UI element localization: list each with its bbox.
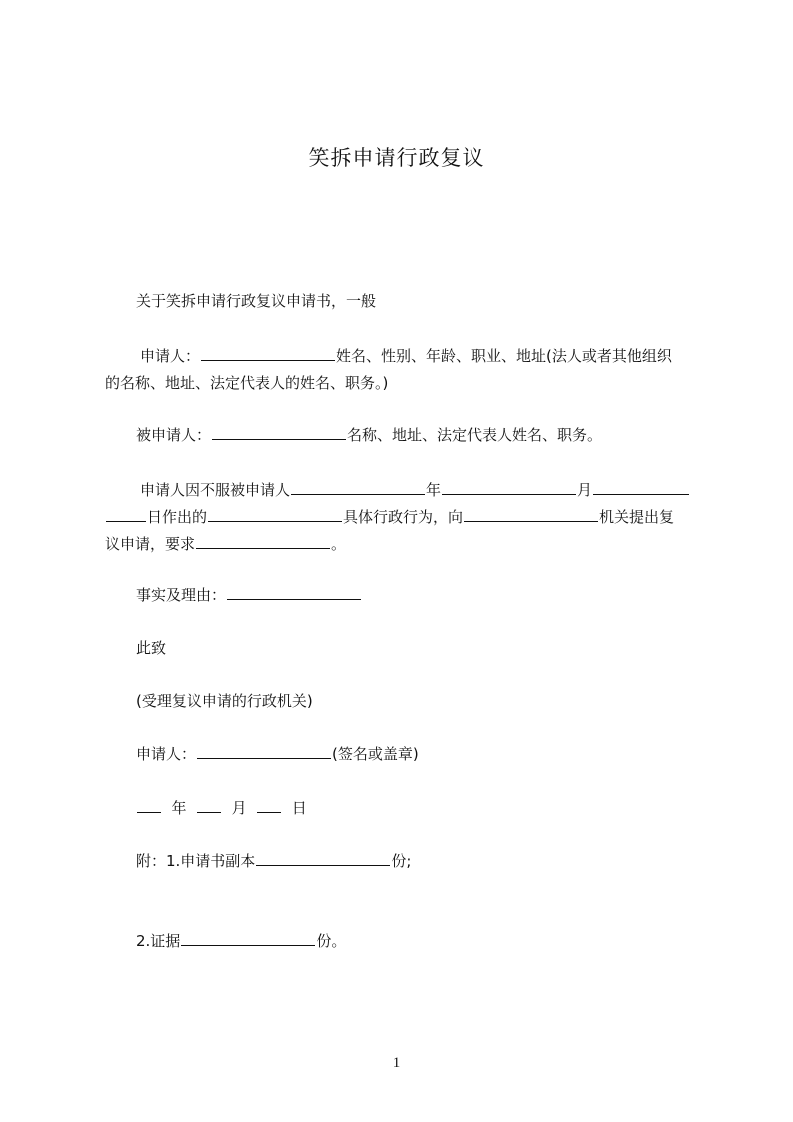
request-act-label: 具体行政行为，向 [343,508,464,526]
request-demand-blank [196,534,330,549]
date-year-label: 年 [171,799,187,817]
attachment-1-label: 附：1.申请书副本 [136,852,256,870]
request-respondent-blank [291,480,425,495]
attachment-2-unit: 份。 [316,932,347,950]
recipient: (受理复议申请的行政机关) [136,692,313,710]
request-line-3 [105,534,346,554]
applicant-blank [201,346,335,361]
date-year-blank [137,798,161,813]
request-demand-label: 议申请，要求 [105,535,196,553]
attachment-1 [136,851,411,871]
date-month-blank [197,798,221,813]
date-day-label: 日 [291,799,307,817]
request-year-label: 年 [426,481,442,499]
request-line-1 [140,480,690,500]
applicant-line-cont: 的名称、地址、法定代表人的姓名、职务。) [105,374,389,392]
intro-paragraph: 关于笑拆申请行政复议申请书，一般 [136,292,377,310]
page-number: 1 [392,1055,401,1071]
signature-note: (签名或盖章) [332,745,419,763]
request-line-2 [105,507,674,527]
attachment-2-blank [181,931,315,946]
date-day-blank [257,798,281,813]
signature-line [136,744,419,764]
facts-label: 事实及理由： [136,586,227,604]
attachment-2 [136,931,346,951]
respondent-label: 被申请人： [136,426,212,444]
salute: 此致 [136,639,167,657]
request-act-blank [208,507,342,522]
request-end-mark: 。 [331,535,347,553]
respondent-blank [212,425,346,440]
signature-blank [197,744,331,759]
respondent-line [136,425,602,445]
request-month-blank [593,480,689,495]
request-org-label: 机关提出复 [599,508,675,526]
request-year-blank [442,480,576,495]
request-day-label: 日作出的 [147,508,208,526]
date-line [136,798,307,818]
date-month-label: 月 [231,799,247,817]
applicant-desc: 姓名、性别、年龄、职业、地址(法人或者其他组织 [336,347,672,365]
attachment-1-unit: 份; [391,852,412,870]
request-org-blank [464,507,598,522]
attachment-1-blank [256,851,390,866]
facts-line [136,585,362,605]
facts-blank [227,585,361,600]
request-month-label: 月 [577,481,593,499]
signature-label: 申请人： [136,745,197,763]
applicant-line [140,346,672,366]
respondent-desc: 名称、地址、法定代表人姓名、职务。 [347,426,603,444]
applicant-label: 申请人： [140,347,201,365]
request-text-a: 申请人因不服被申请人 [140,481,291,499]
attachment-2-label: 2.证据 [136,932,181,950]
request-day-blank [106,507,146,522]
page-title: 笑拆申请行政复议 [308,146,485,170]
